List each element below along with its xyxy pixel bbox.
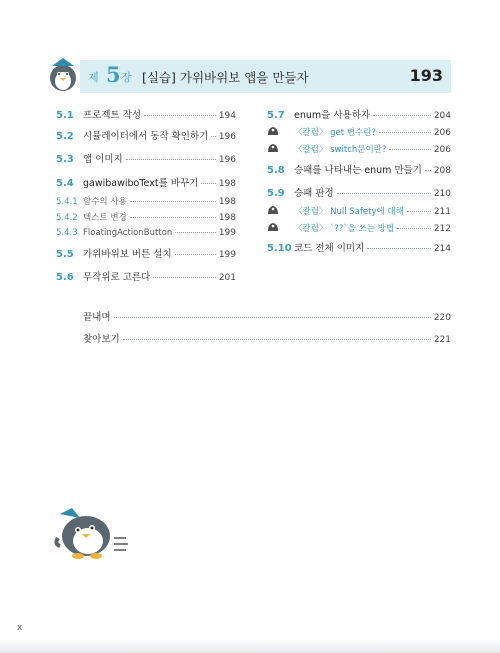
subsection-title: 함수의 사용 (83, 197, 127, 207)
section-title: 앱 이미지 (83, 154, 123, 165)
toc-entry[interactable] (56, 107, 236, 121)
section-title: 가위바위보 버튼 설치 (83, 249, 172, 260)
section-page: 201 (218, 273, 236, 283)
section-title: 승패 판정 (294, 188, 334, 199)
leader-dots (175, 254, 216, 255)
section-page: 199 (218, 250, 236, 260)
toc-column-entry[interactable] (267, 126, 451, 140)
penguin-mascot-icon (46, 56, 80, 92)
leader-dots (130, 217, 216, 218)
section-title: 무작위로 고른다 (83, 272, 151, 283)
leader-dots (130, 201, 216, 202)
chapter-number: 5 (106, 62, 121, 87)
leader-dots (126, 159, 216, 160)
leader-dots (337, 193, 431, 194)
leader-dots (373, 115, 431, 116)
toc-entry[interactable] (267, 185, 451, 199)
section-number: 5.10 (267, 243, 292, 254)
ending-page: 221 (433, 335, 451, 345)
section-title: 프로젝트 작성 (83, 110, 142, 121)
toc-entry[interactable] (56, 246, 236, 260)
leader-dots (144, 115, 216, 116)
section-number: 5.9 (267, 188, 285, 199)
ending-page: 220 (433, 313, 451, 323)
column-title: 〈칼럼〉 get 변수란? (294, 128, 376, 138)
section-page: 198 (218, 179, 236, 189)
leader-dots (123, 339, 431, 340)
toc-entry[interactable] (56, 175, 236, 189)
column-penguin-icon (267, 143, 279, 152)
section-page: 204 (433, 111, 451, 121)
toc-subentry[interactable] (56, 195, 236, 209)
toc-entry[interactable] (56, 128, 236, 142)
toc-entry[interactable] (267, 240, 451, 254)
toc-entry[interactable] (56, 269, 236, 283)
section-number: 5.4 (56, 178, 74, 189)
column-page: 206 (433, 128, 451, 138)
subsection-number: 5.4.2 (56, 213, 78, 223)
column-penguin-icon (267, 222, 279, 231)
column-penguin-icon (267, 205, 279, 214)
section-number: 5.1 (56, 110, 74, 121)
toc-subentry[interactable] (56, 228, 236, 242)
section-number: 5.5 (56, 249, 74, 260)
column-page: 211 (433, 207, 451, 217)
subsection-number: 5.4.1 (56, 197, 78, 207)
column-page: 212 (433, 224, 451, 234)
toc-ending-entry[interactable] (83, 309, 451, 323)
toc-entry[interactable] (267, 107, 451, 121)
section-number: 5.6 (56, 272, 74, 283)
leader-dots (153, 277, 216, 278)
toc-ending-entry[interactable] (83, 331, 451, 345)
subsection-title: FloatingActionButton (83, 228, 173, 238)
column-title: 〈칼럼〉 `??`을 쓰는 방법 (294, 224, 395, 234)
column-title: 〈칼럼〉 Null Safety에 대해 (294, 207, 404, 217)
subsection-title: 텍스트 변경 (83, 213, 127, 223)
toc-column-entry[interactable] (267, 222, 451, 236)
section-number: 5.7 (267, 110, 285, 121)
chapter-label-prefix: 제 (88, 71, 99, 84)
section-page: 210 (433, 189, 451, 199)
column-page: 206 (433, 145, 451, 155)
subsection-number: 5.4.3 (56, 228, 78, 238)
chapter-title[interactable]: [실습] 가위바위보 앱을 만들자 (142, 70, 309, 85)
column-penguin-icon (267, 126, 279, 135)
section-title: enum을 사용하자 (294, 110, 371, 121)
section-title: 코드 전체 이미지 (294, 243, 365, 254)
subsection-page: 199 (218, 228, 236, 238)
toc-subentry[interactable] (56, 211, 236, 225)
page-edge-shadow (0, 639, 500, 653)
column-title: 〈칼럼〉 switch문이란? (294, 145, 387, 155)
leader-dots (367, 248, 431, 249)
section-title: 승패를 나타내는 enum 만들기 (294, 165, 422, 176)
running-penguin-icon (50, 500, 140, 562)
section-title: gawibawiboText를 바꾸기 (83, 178, 199, 189)
section-page: 208 (433, 166, 451, 176)
leader-dots (114, 317, 431, 318)
toc-entry[interactable] (56, 151, 236, 165)
chapter-header (80, 60, 451, 93)
leader-dots (397, 228, 431, 229)
section-number: 5.3 (56, 154, 74, 165)
section-number: 5.8 (267, 165, 285, 176)
leader-dots (175, 232, 216, 233)
ending-title: 찾아보기 (83, 334, 120, 345)
leader-dots (211, 136, 215, 137)
subsection-page: 198 (218, 213, 236, 223)
toc-column-entry[interactable] (267, 205, 451, 219)
section-page: 196 (218, 155, 236, 165)
page-number: x (17, 623, 23, 633)
leader-dots (201, 183, 216, 184)
leader-dots (407, 211, 431, 212)
subsection-page: 198 (218, 197, 236, 207)
section-number: 5.2 (56, 131, 74, 142)
toc-column-entry[interactable] (267, 143, 451, 157)
section-page: 194 (218, 111, 236, 121)
leader-dots (379, 132, 431, 133)
section-page: 214 (433, 244, 451, 254)
toc-entry[interactable] (267, 162, 451, 176)
ending-title: 끝내며 (83, 312, 111, 323)
section-title: 시뮬레이터에서 동작 확인하기 (83, 131, 209, 142)
leader-dots (389, 149, 430, 150)
leader-dots (425, 170, 431, 171)
chapter-page: 193 (409, 66, 443, 85)
section-page: 196 (218, 132, 236, 142)
chapter-label-suffix: 장 (121, 71, 132, 84)
